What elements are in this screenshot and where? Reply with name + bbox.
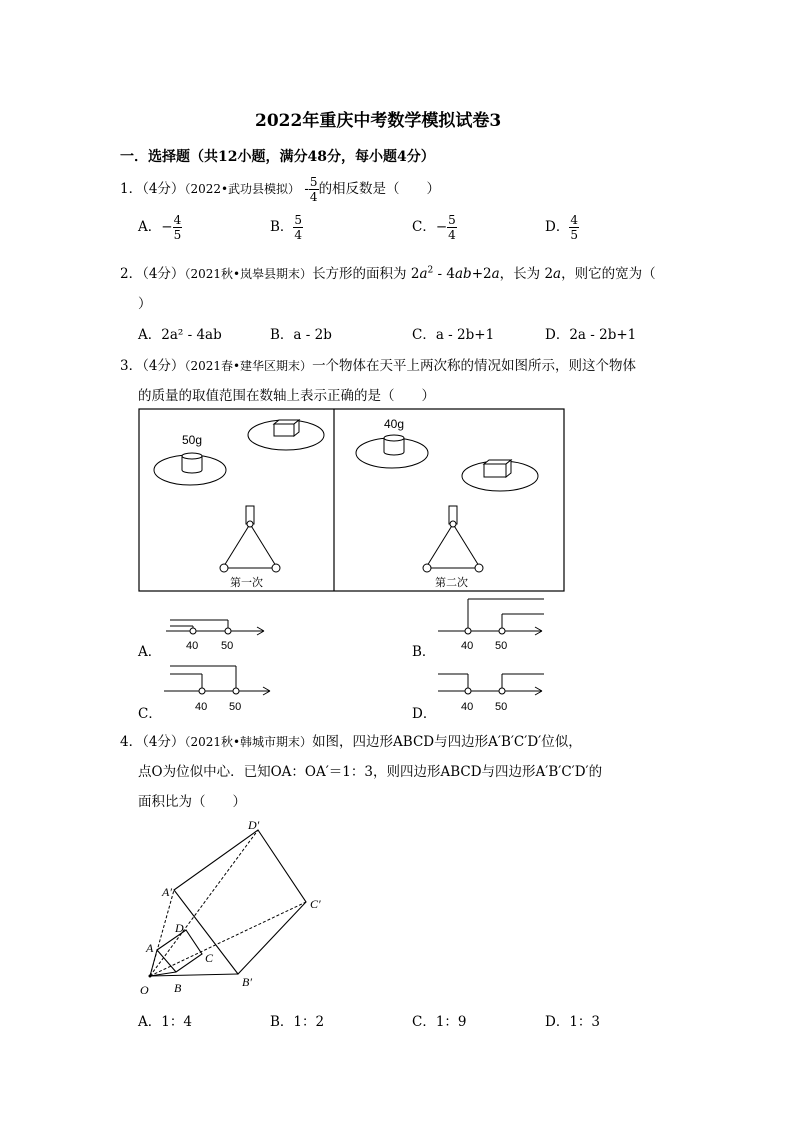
svg-text:50: 50 bbox=[221, 640, 234, 652]
option-c[interactable]: C．a - 2b+1 bbox=[412, 327, 495, 343]
option-d[interactable]: D．2a - 2b+1 bbox=[545, 327, 637, 343]
question-source: （2022•武功县模拟） bbox=[184, 182, 301, 196]
option-b[interactable]: B．1：2 bbox=[270, 1014, 325, 1030]
option-b[interactable]: B． $\frac{5}{4}$ bbox=[270, 213, 303, 242]
question-4-line2: 点O为位似中心．已知OA：OA′＝1：3，则四边形ABCD与四边形A′B′C′D′的 bbox=[138, 764, 603, 780]
scale-stand bbox=[423, 506, 483, 572]
option-a[interactable]: A． bbox=[138, 644, 162, 660]
question-3-line2: 的质量的取值范围在数轴上表示正确的是（ ） bbox=[138, 388, 435, 404]
option-c[interactable]: C．− $\frac{5}{4}$ bbox=[412, 213, 456, 242]
question-score: （4分） bbox=[142, 181, 185, 197]
svg-text:B′: B′ bbox=[242, 975, 252, 989]
scale-stand bbox=[220, 506, 280, 572]
option-a[interactable]: A．− $\frac{4}{5}$ bbox=[138, 213, 182, 242]
svg-text:C′: C′ bbox=[310, 897, 321, 911]
question-3: 3．（4分）（2021春•建华区期末）一个物体在天平上两次称的情况如图所示，则这个物体 bbox=[120, 358, 637, 374]
option-b[interactable]: B．a - 2b bbox=[270, 327, 332, 343]
question-2: 2．（4分）（2021秋•岚皋县期末）长方形的面积为 $2a^2 - 4ab+2a$，长为 2a，则它的宽为（ bbox=[120, 265, 656, 282]
box-icon bbox=[484, 460, 511, 477]
svg-text:50: 50 bbox=[495, 640, 508, 652]
number-line-a[interactable] bbox=[160, 606, 275, 654]
question-4-line3: 面积比为（ ） bbox=[138, 794, 246, 810]
box-icon bbox=[274, 420, 299, 436]
balance-figure bbox=[138, 408, 566, 594]
weight-icon bbox=[384, 435, 404, 455]
weight-label: 50g bbox=[182, 433, 203, 447]
svg-text:40: 40 bbox=[461, 701, 474, 713]
question-number: 1． bbox=[120, 181, 143, 197]
svg-text:A: A bbox=[146, 941, 154, 955]
svg-text:40: 40 bbox=[461, 640, 474, 652]
svg-text:50: 50 bbox=[229, 701, 242, 713]
question-1: 1．（4分）（2022•武功县模拟） - $\frac{5}{4}$ 的相反数是（ ） bbox=[120, 175, 441, 204]
svg-text:D′: D′ bbox=[248, 818, 260, 832]
svg-text:B: B bbox=[174, 981, 182, 995]
option-b[interactable]: B． bbox=[412, 644, 436, 660]
option-a[interactable]: A．1：4 bbox=[138, 1014, 192, 1030]
svg-text:C: C bbox=[205, 951, 214, 965]
number-line-d[interactable] bbox=[434, 664, 549, 716]
svg-text:A′: A′ bbox=[162, 885, 172, 899]
option-a[interactable]: A．2a² - 4ab bbox=[138, 327, 222, 343]
figure-caption: 第一次 bbox=[230, 577, 263, 589]
svg-text:50: 50 bbox=[495, 701, 508, 713]
weight-icon bbox=[182, 453, 202, 473]
page-title: 2022年重庆中考数学模拟试卷3 bbox=[255, 111, 502, 131]
weight-label: 40g bbox=[384, 417, 405, 431]
svg-text:40: 40 bbox=[195, 701, 208, 713]
option-c[interactable]: C．1：9 bbox=[412, 1014, 467, 1030]
option-d[interactable]: D． bbox=[412, 706, 437, 722]
number-line-c[interactable] bbox=[160, 660, 275, 716]
section-header: 一．选择题（共12小题，满分48分，每小题4分） bbox=[120, 149, 435, 165]
similarity-figure bbox=[130, 812, 350, 1002]
svg-text:D: D bbox=[175, 921, 184, 935]
number-line-b[interactable] bbox=[434, 594, 549, 654]
option-d[interactable]: D． $\frac{4}{5}$ bbox=[545, 213, 578, 242]
question-4: 4．（4分）（2021秋•韩城市期末）如图，四边形ABCD与四边形A′B′C′D′位似， bbox=[120, 734, 582, 750]
svg-text:40: 40 bbox=[186, 640, 199, 652]
figure-caption: 第二次 bbox=[435, 577, 468, 589]
option-c[interactable]: C． bbox=[138, 706, 162, 722]
option-d[interactable]: D．1：3 bbox=[545, 1014, 601, 1030]
svg-text:O: O bbox=[140, 983, 149, 997]
fraction: $\frac{5}{4}$ bbox=[309, 175, 318, 204]
question-2-line2: ） bbox=[138, 296, 152, 312]
